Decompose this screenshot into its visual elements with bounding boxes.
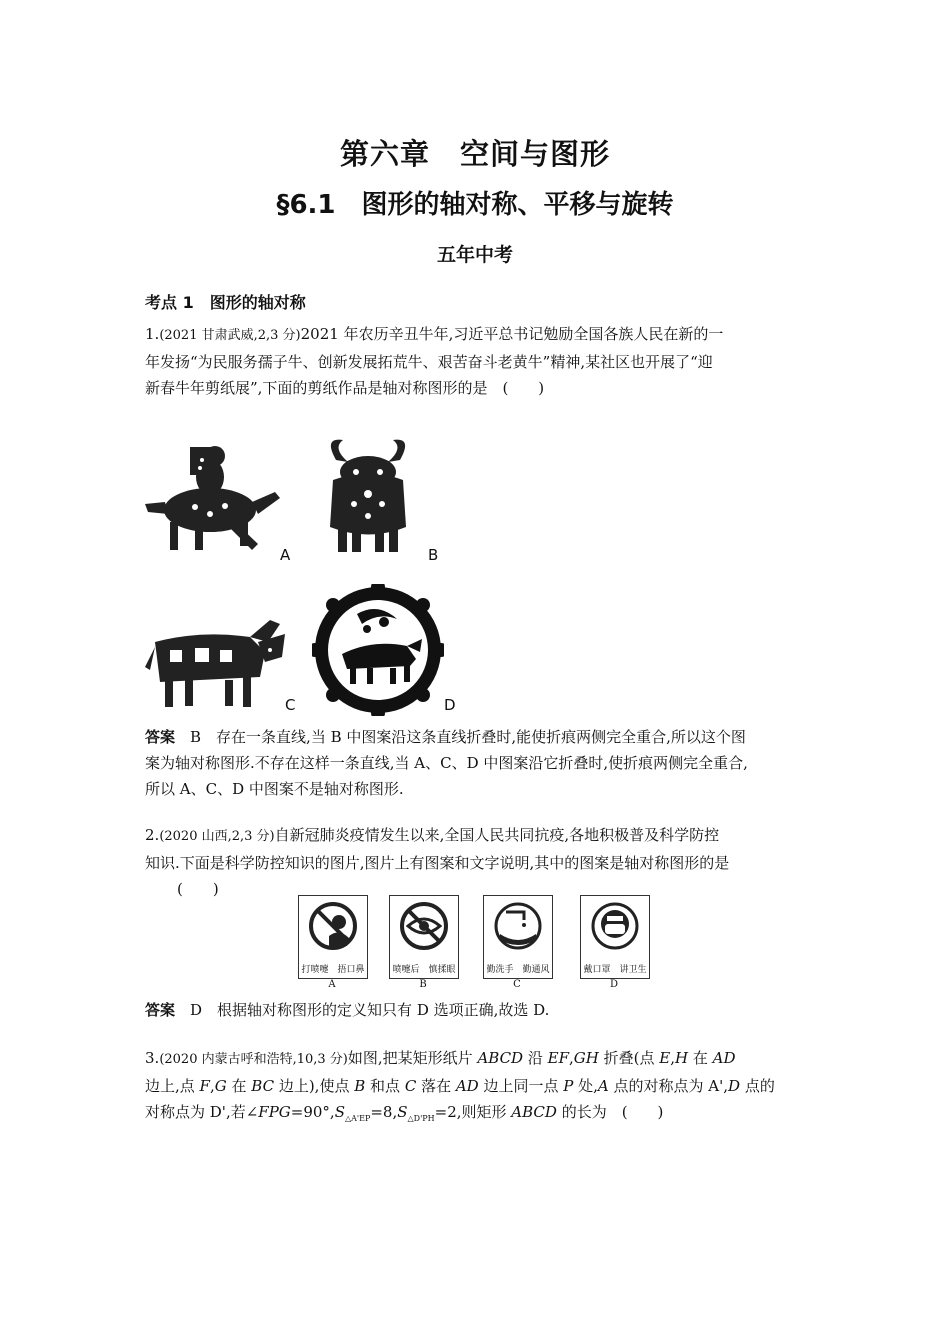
math-var: ABCD [511,1103,557,1121]
answer-2 [145,997,810,1023]
subscript: △D'PH [407,1114,435,1123]
math-var: G [214,1077,227,1095]
subtitle: 五年中考 [436,244,513,266]
math-var: FPG [258,1103,291,1121]
sign-d-caption: 戴口罩 讲卫生 [583,965,647,975]
text: 点的 [740,1077,775,1095]
face-mask-icon [581,896,649,960]
answer-1-line-1 [145,724,810,750]
text: 边上),使点 [274,1077,355,1095]
option-c-label: C [285,696,296,714]
math-var: D' [209,1103,226,1121]
math-var: AD [455,1077,479,1095]
sign-b-letter: B [419,979,427,990]
math-var: E [659,1049,671,1067]
text: ,若∠ [225,1103,259,1121]
text: , [568,1049,574,1067]
math-var: BC [251,1077,275,1095]
answer-text: D 根据轴对称图形的定义知只有 D 选项正确,故选 D. [190,1001,550,1019]
text: 如图,把某矩形纸片 [347,1049,478,1067]
math-var: H [674,1049,689,1067]
question-source: (2021 甘肃武威,2,3 分) [159,328,301,343]
question-3-line-1 [145,1045,810,1073]
math-var: S [334,1103,345,1121]
sign-b-caption: 喷嚏后 慎揉眼 [392,965,456,975]
chapter-title: 第六章 空间与图形 [339,137,610,171]
question-2-line-1 [145,822,810,850]
papercut-ox-circle-image [312,584,444,716]
text: 边上同一点 [478,1077,564,1095]
answer-label: 答案 [145,728,176,746]
sign-a [298,895,368,979]
question-1-line-2: 年发扬“为民服务孺子牛、创新发展拓荒牛、艰苦奋斗老黄牛”精神,某社区也开展了“迎 [145,353,713,371]
question-source: (2020 山西,2,3 分) [159,829,275,844]
question-3 [145,1045,810,1132]
text: 在 [226,1077,252,1095]
subscript: △A'EP [344,1114,371,1123]
text: 落在 [416,1077,456,1095]
answer-text: B 存在一条直线,当 B 中图案沿这条直线折叠时,能使折痕两侧完全重合,所以这个图 [190,728,746,746]
question-3-line-2 [145,1073,810,1099]
sign-b [389,895,459,979]
answer-1 [145,724,810,802]
text: 沿 [523,1049,548,1067]
math-var: EF [547,1049,569,1067]
answer-1-line-2: 案为轴对称图形.不存在这样一条直线,当 A、C、D 中图案沿它折叠时,使折痕两侧完全重合, [145,754,748,772]
option-a-label: A [280,546,291,564]
math-var: B [354,1077,366,1095]
question-2-line-2: 知识.下面是科学防控知识的图片,图片上有图案和文字说明,其中的图案是轴对称图形的是 [145,854,730,872]
question-text: 2021 年农历辛丑牛年,习近平总书记勉励全国各族人民在新的一 [300,325,724,343]
math-var: P [563,1077,574,1095]
option-d-label: D [444,696,456,714]
question-1-line-1 [145,321,810,349]
sign-d-letter: D [609,979,619,990]
text: , [209,1077,215,1095]
text: =8, [370,1103,398,1121]
question-source: (2020 内蒙古呼和浩特,10,3 分) [159,1052,348,1067]
text: 处, [573,1077,598,1095]
text: 的长为 ( ) [556,1103,664,1121]
question-2-line-3: ( ) [177,880,219,898]
math-var: S [397,1103,408,1121]
math-var: AD [712,1049,736,1067]
text: =2,则矩形 [434,1103,512,1121]
section-title: §6.1 图形的轴对称、平移与旋转 [276,190,674,220]
math-var: ABCD [477,1049,524,1067]
option-b-label: B [428,546,439,564]
no-eye-rub-icon [390,896,458,960]
sign-d [580,895,650,979]
math-var: D [728,1077,741,1095]
text: , [723,1077,729,1095]
text: 在 [688,1049,713,1067]
math-var: A [597,1077,609,1095]
question-1 [145,321,810,401]
sneeze-icon [299,896,367,960]
text: =90°, [290,1103,335,1121]
kaodian-heading: 考点 1 图形的轴对称 [145,293,306,312]
question-number: 3. [145,1049,160,1067]
question-number: 2. [145,826,160,844]
sign-c-letter: C [513,979,521,990]
text: 折叠(点 [598,1049,660,1067]
papercut-ox-rider-image [140,432,290,562]
sign-a-caption: 打喷嚏 捂口鼻 [301,965,365,975]
text: , [670,1049,675,1067]
math-var: GH [573,1049,599,1067]
math-var: F [199,1077,210,1095]
answer-1-line-3: 所以 A、C、D 中图案不是轴对称图形. [145,780,404,798]
text: 点的对称点为 [608,1077,709,1095]
sign-c [483,895,553,979]
text: 和点 [365,1077,405,1095]
question-3-line-3 [145,1099,810,1132]
hand-wash-icon [484,896,552,960]
papercut-ox-front-image [318,432,418,562]
text: 边上,点 [145,1077,200,1095]
question-2 [145,822,810,902]
answer-label: 答案 [145,1001,176,1019]
papercut-ox-side-image [140,612,290,712]
question-1-line-3: 新春牛年剪纸展”,下面的剪纸作品是轴对称图形的是 ( ) [145,379,545,397]
sign-c-caption: 勤洗手 勤通风 [486,965,550,975]
question-text: 自新冠肺炎疫情发生以来,全国人民共同抗疫,各地积极普及科学防控 [274,826,720,844]
text: 对称点为 [145,1103,210,1121]
question-number: 1. [145,325,160,343]
sign-a-letter: A [328,979,336,990]
math-var: C [404,1077,417,1095]
answer-2-line-1 [145,997,810,1023]
math-var: A' [708,1077,724,1095]
